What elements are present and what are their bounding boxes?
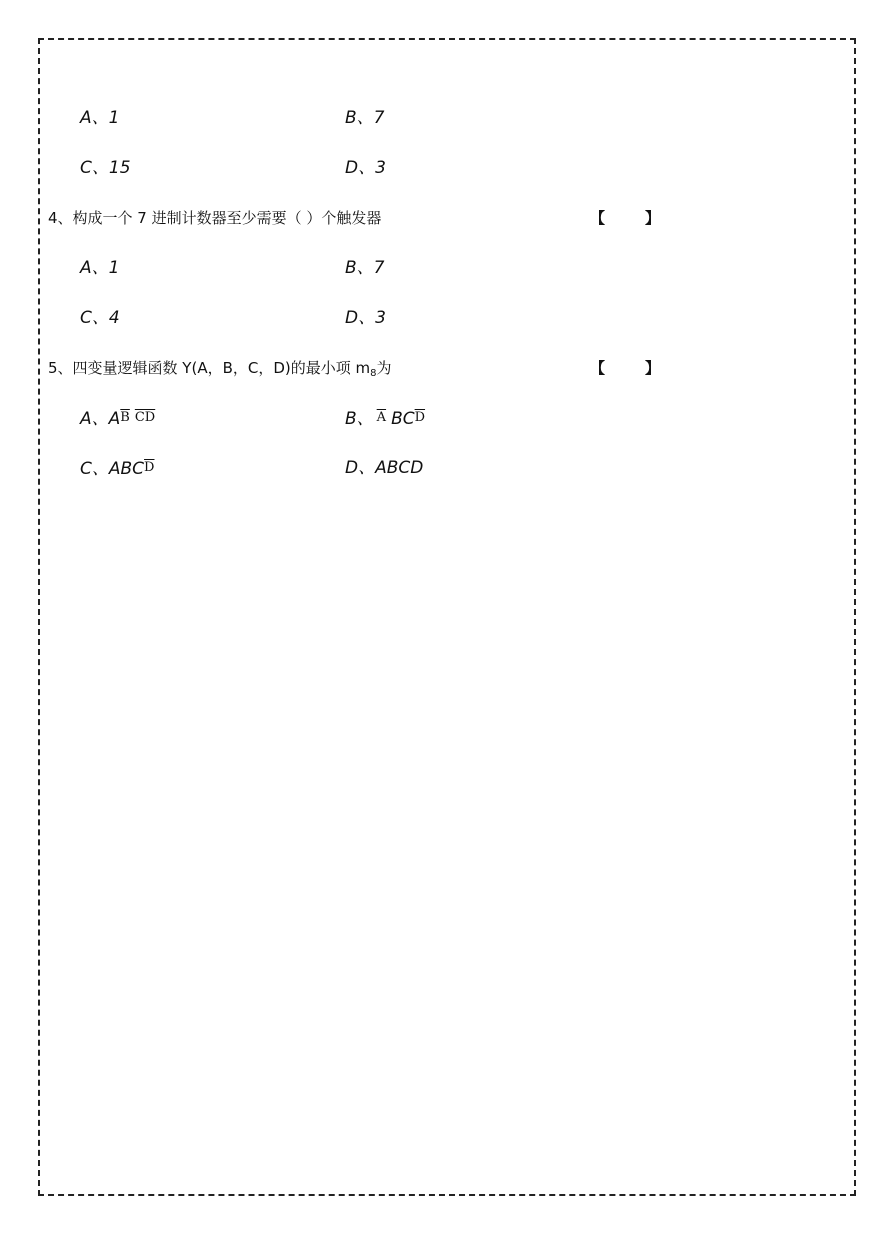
q5-option-c[interactable] xyxy=(80,456,154,480)
expr-var: BC xyxy=(391,409,415,429)
question-4-text: 4、构成一个 7 进制计数器至少需要（ ）个触发器 xyxy=(48,209,382,227)
q4-answer-bracket-right: 】 xyxy=(645,209,661,227)
option-label: A、 xyxy=(80,108,109,128)
question-5-text-end: 为 xyxy=(376,359,392,377)
option-value: 3 xyxy=(375,308,386,328)
expr-var: ABC xyxy=(108,459,145,479)
q4-option-d[interactable] xyxy=(345,306,386,330)
option-value: 15 xyxy=(108,158,131,178)
option-value: 1 xyxy=(108,258,120,278)
question-5-text xyxy=(48,356,392,380)
expr-negated-var: $\overline{D}$ xyxy=(144,460,155,475)
option-value: 7 xyxy=(373,108,385,128)
expr-negated-var: $\overline{A}$ xyxy=(376,410,387,425)
option-label: A、 xyxy=(80,258,109,278)
option-value: 3 xyxy=(375,158,386,178)
option-value: 1 xyxy=(108,108,120,128)
q5-option-b[interactable] xyxy=(345,406,425,430)
minterm-subscript: 8 xyxy=(370,368,377,379)
option-label: A、 xyxy=(80,409,109,429)
expr-negated-var: $\overline{D}$ xyxy=(414,410,426,425)
q5-option-a[interactable] xyxy=(80,406,155,430)
option-label: C、 xyxy=(80,158,109,178)
option-label: D、 xyxy=(345,158,376,178)
question-5-text-main: 5、四变量逻辑函数 Y(A，B，C，D)的最小项 m xyxy=(48,359,371,377)
expr-negated-var: $\overline{CD}$ xyxy=(134,410,156,425)
option-value: 4 xyxy=(108,308,120,328)
expr-var: ABCD xyxy=(375,458,424,478)
q4-option-b[interactable] xyxy=(345,256,385,280)
q4-option-c[interactable] xyxy=(80,306,120,330)
option-label: D、 xyxy=(345,458,376,478)
q3-option-d[interactable] xyxy=(345,156,386,180)
option-value: 7 xyxy=(373,258,385,278)
q3-option-b[interactable] xyxy=(345,106,385,130)
option-label: C、 xyxy=(80,308,109,328)
option-label: B、 xyxy=(345,108,374,128)
option-label: B、 xyxy=(345,258,374,278)
q5-answer-bracket-right: 】 xyxy=(645,359,661,377)
option-label: B、 xyxy=(345,409,374,429)
option-label: D、 xyxy=(345,308,376,328)
q4-answer-bracket-left: 【 xyxy=(590,209,606,227)
q5-answer-bracket-left: 【 xyxy=(590,359,606,377)
expr-negated-var: $\overline{B}$ xyxy=(120,410,130,425)
expr-var: A xyxy=(108,409,121,429)
q5-option-d[interactable] xyxy=(345,456,423,480)
option-label: C、 xyxy=(80,459,109,479)
q3-option-c[interactable] xyxy=(80,156,131,180)
q4-option-a[interactable] xyxy=(80,256,119,280)
q3-option-a[interactable] xyxy=(80,106,119,130)
